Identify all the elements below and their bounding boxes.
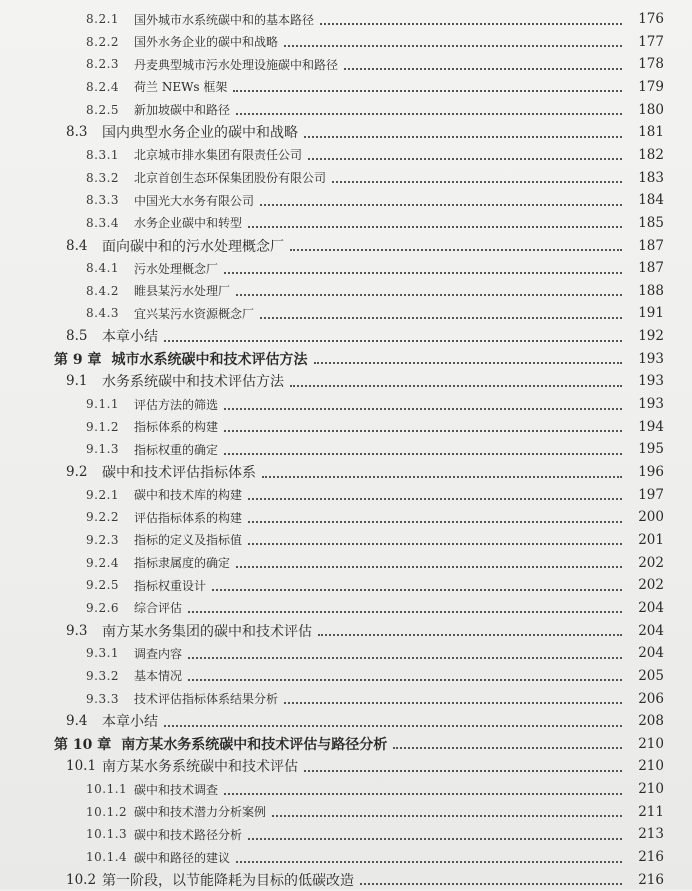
toc-section-entry bbox=[66, 235, 664, 257]
entry-page-number: 193 bbox=[638, 350, 664, 367]
entry-page-number: 195 bbox=[638, 441, 664, 458]
dot-leader bbox=[304, 135, 622, 138]
entry-title: 国外水务企业的碳中和战略 bbox=[134, 35, 279, 50]
dot-leader bbox=[164, 724, 622, 727]
entry-title: 指标权重的确定 bbox=[134, 442, 219, 457]
toc-subsection-entry bbox=[86, 53, 664, 75]
entry-page-number: 178 bbox=[638, 56, 664, 73]
entry-number: 8.4 bbox=[66, 237, 88, 254]
dot-leader bbox=[318, 633, 622, 636]
dot-leader bbox=[284, 701, 622, 704]
entry-number: 9.2.1 bbox=[86, 487, 120, 502]
entry-page-number: 210 bbox=[638, 758, 664, 775]
entry-number: 8.3 bbox=[66, 124, 88, 141]
toc-section-entry bbox=[66, 755, 664, 777]
dot-leader bbox=[314, 361, 623, 364]
toc-subsection-entry bbox=[86, 302, 664, 324]
entry-page-number: 194 bbox=[638, 418, 664, 435]
entry-title: 新加坡碳中和路径 bbox=[134, 103, 231, 118]
entry-title: 水务系统碳中和技术评估方法 bbox=[102, 374, 284, 391]
entry-number: 8.2.4 bbox=[86, 79, 120, 94]
entry-title: 基本情况 bbox=[134, 669, 183, 684]
entry-page-number: 181 bbox=[638, 124, 664, 141]
toc-subsection-entry bbox=[86, 8, 664, 30]
entry-page-number: 197 bbox=[638, 486, 664, 503]
entry-page-number: 202 bbox=[638, 554, 664, 571]
entry-page-number: 185 bbox=[638, 214, 664, 231]
toc-subsection-entry bbox=[86, 99, 664, 121]
dot-leader bbox=[272, 814, 622, 817]
entry-number: 10.1.2 bbox=[86, 804, 128, 819]
entry-number: 9.1.3 bbox=[86, 442, 120, 457]
toc-subsection-entry bbox=[86, 574, 664, 596]
toc-subsection-entry bbox=[86, 688, 664, 710]
entry-title: 指标权重设计 bbox=[134, 578, 207, 593]
entry-number: 8.4.1 bbox=[86, 261, 120, 276]
dot-leader bbox=[212, 588, 622, 591]
toc-subsection-entry bbox=[86, 846, 664, 868]
toc-subsection-entry bbox=[86, 257, 664, 279]
entry-number: 9.3.1 bbox=[86, 646, 120, 661]
entry-title: 综合评估 bbox=[134, 601, 183, 616]
toc-subsection-entry bbox=[86, 642, 664, 664]
entry-title: 睢县某污水处理厂 bbox=[134, 284, 231, 299]
toc-section-entry bbox=[66, 461, 664, 483]
entry-title: 中国光大水务有限公司 bbox=[134, 193, 255, 208]
entry-title: 碳中和路径的建议 bbox=[134, 850, 231, 865]
entry-number: 8.3.4 bbox=[86, 215, 120, 230]
entry-title: 碳中和技术潜力分析案例 bbox=[134, 805, 267, 820]
entry-title: 污水处理概念厂 bbox=[134, 261, 219, 276]
dot-leader bbox=[284, 44, 622, 47]
entry-number: 10.1.3 bbox=[86, 827, 128, 842]
entry-title: 评估方法的筛选 bbox=[134, 397, 219, 412]
entry-title: 指标隶属度的确定 bbox=[134, 556, 231, 571]
dot-leader bbox=[236, 860, 622, 863]
entry-page-number: 192 bbox=[638, 328, 664, 345]
entry-title: 调查内容 bbox=[134, 646, 183, 661]
dot-leader bbox=[224, 429, 622, 432]
dot-leader bbox=[248, 520, 622, 523]
toc-section-entry bbox=[66, 869, 664, 891]
dot-leader bbox=[224, 452, 622, 455]
entry-title: 南方某水务集团的碳中和技术评估 bbox=[102, 623, 312, 640]
entry-number: 9.4 bbox=[66, 713, 88, 730]
entry-page-number: 211 bbox=[638, 803, 664, 820]
entry-title: 本章小结 bbox=[102, 329, 158, 346]
toc-section-entry bbox=[66, 121, 664, 143]
entry-page-number: 204 bbox=[638, 622, 664, 639]
entry-page-number: 204 bbox=[638, 599, 664, 616]
entry-page-number: 187 bbox=[638, 260, 664, 277]
entry-number: 9.3 bbox=[66, 622, 88, 639]
entry-title: 丹麦典型城市污水处理设施碳中和路径 bbox=[134, 57, 339, 72]
entry-page-number: 213 bbox=[638, 826, 664, 843]
toc-subsection-entry bbox=[86, 665, 664, 687]
entry-page-number: 187 bbox=[638, 237, 664, 254]
entry-number: 9.3.2 bbox=[86, 668, 120, 683]
entry-title: 荷兰 NEWs 框架 bbox=[134, 80, 228, 95]
entry-title: 技术评估指标体系结果分析 bbox=[134, 692, 279, 706]
entry-title: 国内典型水务企业的碳中和战略 bbox=[102, 125, 298, 142]
entry-number: 8.3.2 bbox=[86, 170, 120, 185]
entry-number: 第 9 章 bbox=[54, 351, 102, 368]
entry-title: 评估指标体系的构建 bbox=[134, 510, 243, 525]
entry-page-number: 202 bbox=[638, 577, 664, 594]
entry-number: 8.2.1 bbox=[86, 12, 120, 26]
toc-subsection-entry bbox=[86, 778, 664, 800]
entry-number: 9.1.1 bbox=[86, 397, 120, 412]
toc-subsection-entry bbox=[86, 506, 664, 528]
entry-page-number: 182 bbox=[638, 146, 664, 163]
entry-number: 8.3.1 bbox=[86, 147, 120, 162]
dot-leader bbox=[290, 384, 622, 387]
entry-page-number: 177 bbox=[638, 33, 664, 50]
entry-page-number: 210 bbox=[638, 781, 664, 798]
entry-title: 南方某水务系统碳中和技术评估 bbox=[102, 759, 298, 776]
entry-number: 9.1.2 bbox=[86, 419, 120, 434]
entry-number: 9.2.4 bbox=[86, 555, 120, 570]
entry-title: 碳中和技术评估指标体系 bbox=[102, 465, 256, 481]
entry-number: 8.2.5 bbox=[86, 102, 120, 117]
entry-title: 水务企业碳中和转型 bbox=[134, 216, 243, 231]
entry-number: 9.2.5 bbox=[86, 578, 120, 593]
dot-leader bbox=[224, 407, 622, 410]
entry-title: 指标体系的构建 bbox=[134, 420, 219, 435]
entry-number: 8.4.3 bbox=[86, 306, 120, 321]
dot-leader bbox=[308, 157, 622, 160]
entry-title: 国外城市水系统碳中和的基本路径 bbox=[134, 12, 315, 27]
dot-leader bbox=[248, 542, 622, 545]
dot-leader bbox=[248, 497, 622, 500]
dot-leader bbox=[360, 882, 622, 885]
toc-subsection-entry bbox=[86, 144, 664, 166]
toc-subsection-entry bbox=[86, 438, 664, 460]
entry-title: 碳中和技术库的构建 bbox=[134, 488, 243, 503]
entry-page-number: 201 bbox=[638, 531, 664, 548]
entry-page-number: 184 bbox=[638, 192, 664, 209]
entry-page-number: 183 bbox=[638, 169, 664, 186]
entry-title: 本章小结 bbox=[102, 714, 158, 731]
entry-page-number: 204 bbox=[638, 645, 664, 662]
entry-page-number: 180 bbox=[638, 101, 664, 118]
entry-page-number: 210 bbox=[638, 735, 664, 752]
entry-page-number: 188 bbox=[638, 282, 664, 299]
entry-number: 8.3.3 bbox=[86, 193, 120, 208]
entry-number: 10.1.1 bbox=[86, 782, 128, 797]
entry-page-number: 196 bbox=[638, 464, 664, 480]
dot-leader bbox=[188, 610, 622, 613]
entry-number: 9.2.2 bbox=[86, 510, 120, 525]
entry-title: 城市水系统碳中和技术评估方法 bbox=[111, 351, 308, 368]
dot-leader bbox=[236, 112, 622, 115]
entry-number: 10.1 bbox=[66, 758, 97, 775]
toc-subsection-entry bbox=[86, 31, 664, 53]
dot-leader bbox=[224, 271, 622, 274]
dot-leader bbox=[236, 293, 622, 296]
entry-number: 10.1.4 bbox=[86, 850, 128, 865]
toc-section-entry bbox=[66, 620, 664, 642]
dot-leader bbox=[236, 565, 622, 568]
dot-leader bbox=[233, 89, 622, 92]
entry-number: 8.4.2 bbox=[86, 283, 120, 298]
entry-page-number: 193 bbox=[638, 396, 664, 413]
toc-subsection-entry bbox=[86, 393, 664, 415]
entry-page-number: 176 bbox=[638, 11, 664, 27]
toc-subsection-entry bbox=[86, 280, 664, 302]
toc-chapter-entry bbox=[54, 733, 664, 755]
toc-subsection-entry bbox=[86, 597, 664, 619]
toc-subsection-entry bbox=[86, 801, 664, 823]
toc-subsection-entry bbox=[86, 416, 664, 438]
dot-leader bbox=[224, 792, 622, 795]
entry-number: 9.2 bbox=[66, 464, 88, 480]
entry-page-number: 206 bbox=[638, 690, 664, 707]
entry-page-number: 216 bbox=[638, 849, 664, 866]
dot-leader bbox=[188, 656, 622, 659]
dot-leader bbox=[320, 22, 622, 25]
toc-chapter-entry bbox=[54, 348, 664, 370]
entry-number: 8.5 bbox=[66, 328, 88, 345]
entry-title: 第一阶段，以节能降耗为目标的低碳改造 bbox=[102, 872, 354, 889]
dot-leader bbox=[393, 746, 622, 749]
entry-page-number: 216 bbox=[638, 871, 664, 888]
dot-leader bbox=[290, 248, 622, 251]
entry-number: 8.2.3 bbox=[86, 57, 120, 72]
dot-leader bbox=[344, 67, 622, 70]
entry-number: 10.2 bbox=[66, 871, 97, 888]
dot-leader bbox=[188, 678, 622, 681]
entry-title: 碳中和技术路径分析 bbox=[134, 827, 243, 842]
dot-leader bbox=[248, 837, 622, 840]
toc-subsection-entry bbox=[86, 552, 664, 574]
dot-leader bbox=[164, 339, 622, 342]
entry-title: 北京城市排水集团有限责任公司 bbox=[134, 148, 303, 163]
dot-leader bbox=[304, 769, 622, 772]
toc-subsection-entry bbox=[86, 823, 664, 845]
entry-page-number: 200 bbox=[638, 509, 664, 526]
toc-section-entry bbox=[66, 370, 664, 392]
toc-section-entry bbox=[66, 325, 664, 347]
toc-subsection-entry bbox=[86, 212, 664, 234]
entry-number: 第 10 章 bbox=[54, 736, 112, 753]
dot-leader bbox=[332, 180, 622, 183]
entry-number: 9.3.3 bbox=[86, 691, 120, 706]
toc-subsection-entry bbox=[86, 484, 664, 506]
entry-title: 南方某水务系统碳中和技术评估与路径分析 bbox=[121, 736, 388, 753]
toc-subsection-entry bbox=[86, 529, 664, 551]
entry-title: 碳中和技术调查 bbox=[134, 782, 219, 797]
entry-title: 面向碳中和的污水处理概念厂 bbox=[102, 238, 284, 255]
toc-section-entry bbox=[66, 710, 664, 732]
entry-page-number: 179 bbox=[638, 78, 664, 95]
dot-leader bbox=[260, 316, 622, 319]
entry-number: 9.2.6 bbox=[86, 600, 120, 615]
entry-page-number: 205 bbox=[638, 667, 664, 684]
entry-page-number: 193 bbox=[638, 373, 664, 390]
entry-number: 9.1 bbox=[66, 373, 88, 390]
dot-leader bbox=[262, 475, 622, 478]
toc-subsection-entry bbox=[86, 167, 664, 189]
entry-page-number: 208 bbox=[638, 713, 664, 730]
entry-title: 北京首创生态环保集团股份有限公司 bbox=[134, 171, 327, 186]
entry-number: 9.2.3 bbox=[86, 532, 120, 547]
entry-page-number: 191 bbox=[638, 305, 664, 322]
toc-subsection-entry bbox=[86, 189, 664, 211]
toc-subsection-entry bbox=[86, 76, 664, 98]
dot-leader bbox=[248, 225, 622, 228]
entry-title: 指标的定义及指标值 bbox=[134, 533, 243, 548]
entry-number: 8.2.2 bbox=[86, 34, 120, 49]
dot-leader bbox=[260, 203, 622, 206]
entry-title: 宜兴某污水资源概念厂 bbox=[134, 306, 255, 321]
